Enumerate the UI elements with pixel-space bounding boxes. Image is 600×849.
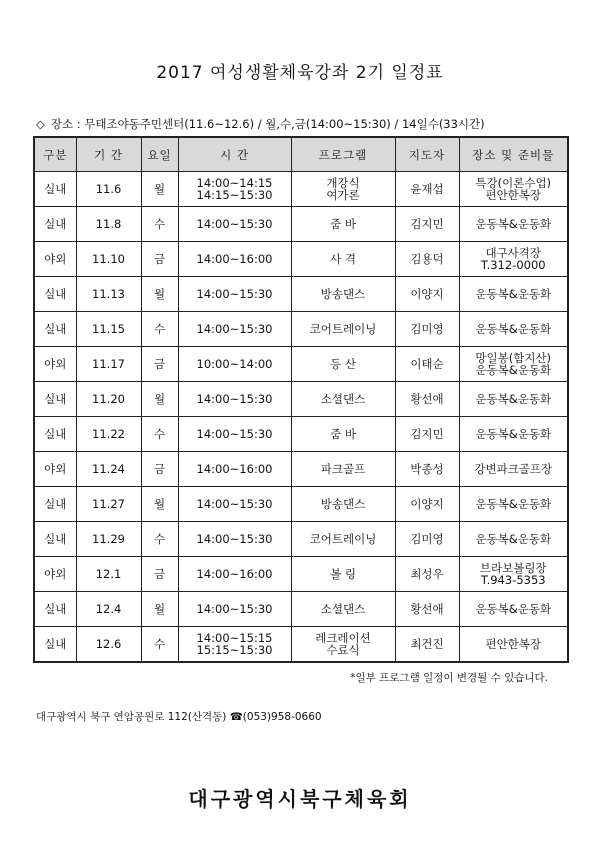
cell-date: 11.8 (76, 207, 141, 242)
header-date: 기 간 (76, 137, 141, 172)
table-row (34, 242, 568, 277)
cell-date: 11.29 (76, 522, 141, 557)
table-row (34, 417, 568, 452)
cell-place-line: 운동복&운동화 (475, 532, 552, 546)
cell-place (459, 487, 568, 522)
cell-day: 금 (141, 242, 178, 277)
cell-time (178, 172, 291, 207)
cell-program-line: 방송댄스 (320, 287, 366, 301)
cell-leader: 김용덕 (395, 242, 459, 277)
cell-leader: 김지민 (395, 417, 459, 452)
cell-program (291, 627, 395, 663)
cell-program-line: 코어트레이닝 (309, 532, 377, 546)
table-row (34, 557, 568, 592)
cell-program-line: 수료식 (326, 643, 360, 657)
cell-time-line: 14:00~15:30 (196, 427, 273, 441)
table-row (34, 382, 568, 417)
cell-program-line: 방송댄스 (320, 497, 366, 511)
table-row (34, 172, 568, 207)
cell-time-line: 15:15~15:30 (196, 643, 273, 657)
header-time: 시 간 (178, 137, 291, 172)
cell-program-line: 사 격 (330, 252, 356, 266)
cell-date: 12.1 (76, 557, 141, 592)
cell-program (291, 592, 395, 627)
cell-time (178, 382, 291, 417)
cell-leader: 박종성 (395, 452, 459, 487)
cell-leader: 황선애 (395, 382, 459, 417)
cell-leader: 최성우 (395, 557, 459, 592)
cell-program (291, 417, 395, 452)
cell-place-line: 운동복&운동화 (475, 497, 552, 511)
diamond-bullet-icon: ◇ (36, 117, 45, 131)
cell-place (459, 592, 568, 627)
cell-time-line: 14:00~16:00 (196, 252, 273, 266)
cell-leader: 김지민 (395, 207, 459, 242)
cell-place-line: 운동복&운동화 (475, 287, 552, 301)
table-row (34, 627, 568, 663)
cell-program-line: 파크골프 (320, 462, 366, 476)
cell-program-line: 소셜댄스 (320, 602, 366, 616)
table-row (34, 312, 568, 347)
cell-day: 수 (141, 417, 178, 452)
cell-type: 야외 (34, 242, 76, 277)
cell-place-line: 운동복&운동화 (475, 602, 552, 616)
schedule-info (36, 116, 566, 132)
cell-time (178, 347, 291, 382)
cell-place-line: T.312-0000 (480, 258, 546, 272)
cell-program (291, 277, 395, 312)
cell-place-line: 브라보볼링장 (479, 561, 547, 575)
cell-time (178, 312, 291, 347)
cell-place (459, 172, 568, 207)
cell-date: 11.17 (76, 347, 141, 382)
cell-place-line: 편안한복장 (485, 637, 542, 651)
header-place: 장소 및 준비물 (459, 137, 568, 172)
change-notice: *일부 프로그램 일정이 변경될 수 있습니다. (350, 672, 548, 684)
cell-program-line: 볼 링 (330, 567, 356, 581)
cell-place-line: 강변파크골프장 (474, 462, 553, 476)
cell-time-line: 14:00~15:30 (196, 497, 273, 511)
cell-time-line: 14:00~15:30 (196, 217, 273, 231)
cell-place (459, 242, 568, 277)
cell-place (459, 627, 568, 663)
cell-time-line: 14:00~16:00 (196, 462, 273, 476)
cell-time-line: 14:00~15:30 (196, 322, 273, 336)
cell-time (178, 452, 291, 487)
cell-time (178, 277, 291, 312)
table-row (34, 487, 568, 522)
schedule-table-body (34, 172, 568, 663)
cell-type: 실내 (34, 312, 76, 347)
cell-day: 수 (141, 522, 178, 557)
cell-leader: 김미영 (395, 522, 459, 557)
cell-place (459, 417, 568, 452)
cell-leader: 이양지 (395, 487, 459, 522)
cell-date: 11.22 (76, 417, 141, 452)
schedule-table (33, 136, 569, 663)
header-program: 프로그램 (291, 137, 395, 172)
cell-type: 실내 (34, 382, 76, 417)
cell-place-line: 운동복&운동화 (475, 392, 552, 406)
cell-program (291, 557, 395, 592)
cell-type: 실내 (34, 172, 76, 207)
cell-date: 11.13 (76, 277, 141, 312)
cell-place-line: 운동복&운동화 (475, 427, 552, 441)
cell-time (178, 242, 291, 277)
cell-type: 야외 (34, 347, 76, 382)
cell-program (291, 487, 395, 522)
cell-program (291, 382, 395, 417)
table-row (34, 277, 568, 312)
cell-time-line: 14:15~15:30 (196, 188, 273, 202)
cell-time-line: 14:00~15:30 (196, 287, 273, 301)
schedule-info-text: 장소 : 무태조야동주민센터(11.6~12.6) / 월,수,금(14:00~15:30) / 14일수(33시간) (50, 117, 485, 131)
cell-day: 월 (141, 277, 178, 312)
cell-type: 실내 (34, 487, 76, 522)
table-row (34, 592, 568, 627)
table-header-row (34, 137, 568, 172)
cell-time (178, 522, 291, 557)
cell-program (291, 242, 395, 277)
cell-place-line: 운동복&운동화 (475, 322, 552, 336)
cell-place-line: 운동복&운동화 (475, 217, 552, 231)
header-leader: 지도자 (395, 137, 459, 172)
cell-leader: 윤재섭 (395, 172, 459, 207)
cell-type: 실내 (34, 207, 76, 242)
cell-day: 금 (141, 452, 178, 487)
cell-time (178, 592, 291, 627)
cell-date: 12.4 (76, 592, 141, 627)
cell-date: 12.6 (76, 627, 141, 663)
organization-name: 대구광역시북구체육회 (188, 787, 412, 811)
cell-program-line: 레크레이션 (315, 631, 371, 645)
cell-program-line: 소셜댄스 (320, 392, 366, 406)
cell-leader: 황선애 (395, 592, 459, 627)
cell-time (178, 487, 291, 522)
cell-time-line: 14:00~15:15 (196, 631, 273, 645)
table-row (34, 207, 568, 242)
cell-date: 11.27 (76, 487, 141, 522)
cell-date: 11.15 (76, 312, 141, 347)
table-row (34, 347, 568, 382)
cell-place (459, 207, 568, 242)
cell-time-line: 14:00~15:30 (196, 532, 273, 546)
cell-day: 월 (141, 382, 178, 417)
cell-time (178, 627, 291, 663)
cell-time-line: 14:00~14:15 (196, 176, 273, 190)
cell-program-line: 코어트레이닝 (309, 322, 377, 336)
cell-time-line: 10:00~14:00 (196, 357, 273, 371)
cell-place-line: 특강(이론수업) (475, 176, 552, 190)
cell-program (291, 452, 395, 487)
cell-program (291, 172, 395, 207)
cell-program-line: 등 산 (330, 357, 356, 371)
cell-day: 금 (141, 557, 178, 592)
cell-time (178, 207, 291, 242)
cell-type: 야외 (34, 452, 76, 487)
cell-place (459, 277, 568, 312)
cell-place-line: 편안한복장 (485, 188, 542, 202)
cell-date: 11.24 (76, 452, 141, 487)
cell-day: 월 (141, 487, 178, 522)
cell-day: 수 (141, 207, 178, 242)
cell-place (459, 452, 568, 487)
cell-program (291, 522, 395, 557)
cell-program (291, 312, 395, 347)
cell-time-line: 14:00~16:00 (196, 567, 273, 581)
table-row (34, 452, 568, 487)
cell-place-line: 대구사격장 (485, 246, 542, 260)
header-type: 구분 (34, 137, 76, 172)
cell-day: 월 (141, 172, 178, 207)
cell-leader: 이양지 (395, 277, 459, 312)
cell-leader: 최건진 (395, 627, 459, 663)
cell-place-line: 망일봉(함지산) (475, 351, 552, 365)
cell-place (459, 382, 568, 417)
header-day: 요일 (141, 137, 178, 172)
cell-day: 금 (141, 347, 178, 382)
cell-program-line: 개강식 (326, 176, 360, 190)
cell-date: 11.6 (76, 172, 141, 207)
cell-day: 수 (141, 312, 178, 347)
cell-program (291, 347, 395, 382)
cell-time-line: 14:00~15:30 (196, 602, 273, 616)
cell-place (459, 522, 568, 557)
cell-place (459, 347, 568, 382)
cell-type: 야외 (34, 557, 76, 592)
cell-place (459, 557, 568, 592)
cell-date: 11.20 (76, 382, 141, 417)
cell-place-line: 운동복&운동화 (475, 363, 552, 377)
cell-place (459, 312, 568, 347)
cell-type: 실내 (34, 592, 76, 627)
cell-time-line: 14:00~15:30 (196, 392, 273, 406)
cell-type: 실내 (34, 627, 76, 663)
cell-type: 실내 (34, 277, 76, 312)
cell-date: 11.10 (76, 242, 141, 277)
table-row (34, 522, 568, 557)
cell-place-line: T.943-5353 (480, 573, 546, 587)
cell-program-line: 여가론 (326, 188, 360, 202)
cell-program (291, 207, 395, 242)
cell-day: 수 (141, 627, 178, 663)
cell-program-line: 줌 바 (330, 427, 356, 441)
cell-type: 실내 (34, 522, 76, 557)
cell-program-line: 줌 바 (330, 217, 356, 231)
page-title: 2017 여성생활체육강좌 2기 일정표 (156, 63, 444, 83)
cell-time (178, 417, 291, 452)
cell-leader: 김미영 (395, 312, 459, 347)
address: 대구광역시 북구 연암공원로 112(산격동) ☎(053)958-0660 (36, 711, 322, 723)
cell-day: 월 (141, 592, 178, 627)
cell-time (178, 557, 291, 592)
cell-type: 실내 (34, 417, 76, 452)
cell-leader: 이태순 (395, 347, 459, 382)
